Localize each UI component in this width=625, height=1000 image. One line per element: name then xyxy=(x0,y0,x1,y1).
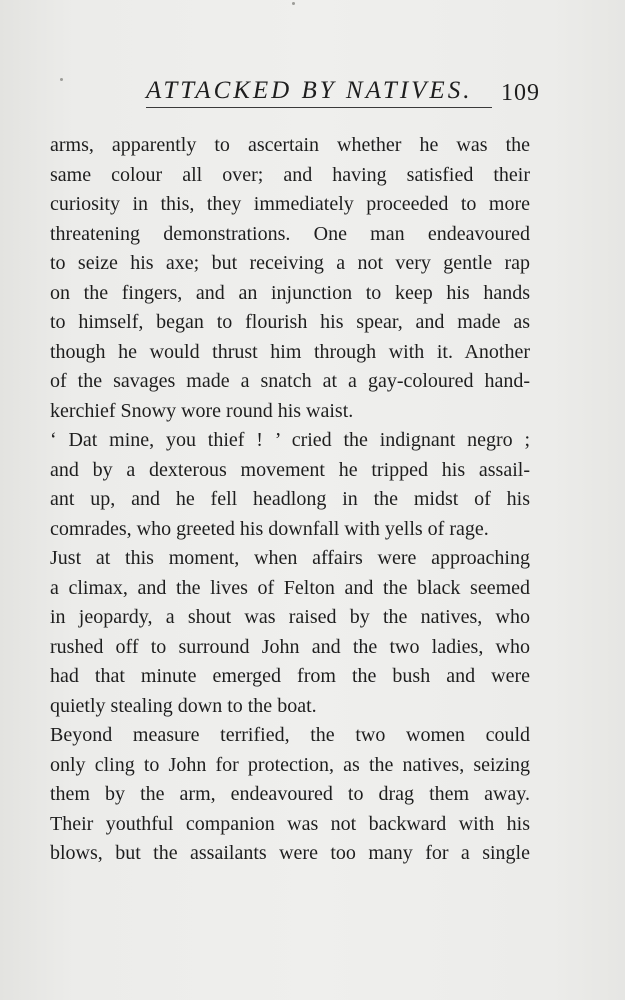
text-line: ant up, and he fell headlong in the midst of his xyxy=(50,488,530,510)
text-line: Their youthful companion was not backward with his xyxy=(50,812,530,835)
text-line: had that minute emerged from the bush and were xyxy=(50,665,530,687)
text-line: blows, but the assailants were too many for a single xyxy=(50,842,530,864)
text-line: them by the arm, endeavoured to drag them away. xyxy=(50,783,530,805)
text-line: on the fingers, and an injunction to keep his hands xyxy=(50,281,530,304)
text-line: arms, apparently to ascertain whether he was the xyxy=(50,134,530,156)
paper-speck xyxy=(292,2,295,5)
header-rule xyxy=(146,107,492,108)
text-line: curiosity in this, they immediately proceeded to more xyxy=(50,193,530,215)
text-line: same colour all over; and having satisfied their xyxy=(50,163,530,186)
running-title: ATTACKED BY NATIVES. xyxy=(146,77,473,104)
text-line: comrades, who greeted his downfall with yells of rage. xyxy=(50,517,489,540)
text-line: ‘ Dat mine, you thief ! ’ cried the indignant negro ; xyxy=(50,429,530,451)
text-line: to seize his axe; but receiving a not very gentle rap xyxy=(50,252,530,274)
text-line: and by a dexterous movement he tripped his assail- xyxy=(50,458,530,481)
text-line: though he would thrust him through with it. Another xyxy=(50,340,530,363)
text-line: only cling to John for protection, as the natives, seizing xyxy=(50,753,530,776)
page-number: 109 xyxy=(501,80,540,106)
text-line: rushed off to surround John and the two ladies, who xyxy=(50,635,530,658)
text-line: to himself, began to flourish his spear, and made as xyxy=(50,311,530,333)
text-line: threatening demonstrations. One man endeavoured xyxy=(50,222,530,245)
page-header xyxy=(50,76,540,110)
text-line: a climax, and the lives of Felton and the black seemed xyxy=(50,576,530,599)
text-line: quietly stealing down to the boat. xyxy=(50,694,317,717)
text-line: Beyond measure terrified, the two women could xyxy=(50,724,530,746)
text-line: of the savages made a snatch at a gay-coloured hand- xyxy=(50,370,530,392)
text-line: kerchief Snowy wore round his waist. xyxy=(50,399,354,422)
body-text xyxy=(50,131,530,869)
text-line: Just at this moment, when affairs were approaching xyxy=(50,547,530,569)
text-line: in jeopardy, a shout was raised by the natives, who xyxy=(50,606,530,628)
